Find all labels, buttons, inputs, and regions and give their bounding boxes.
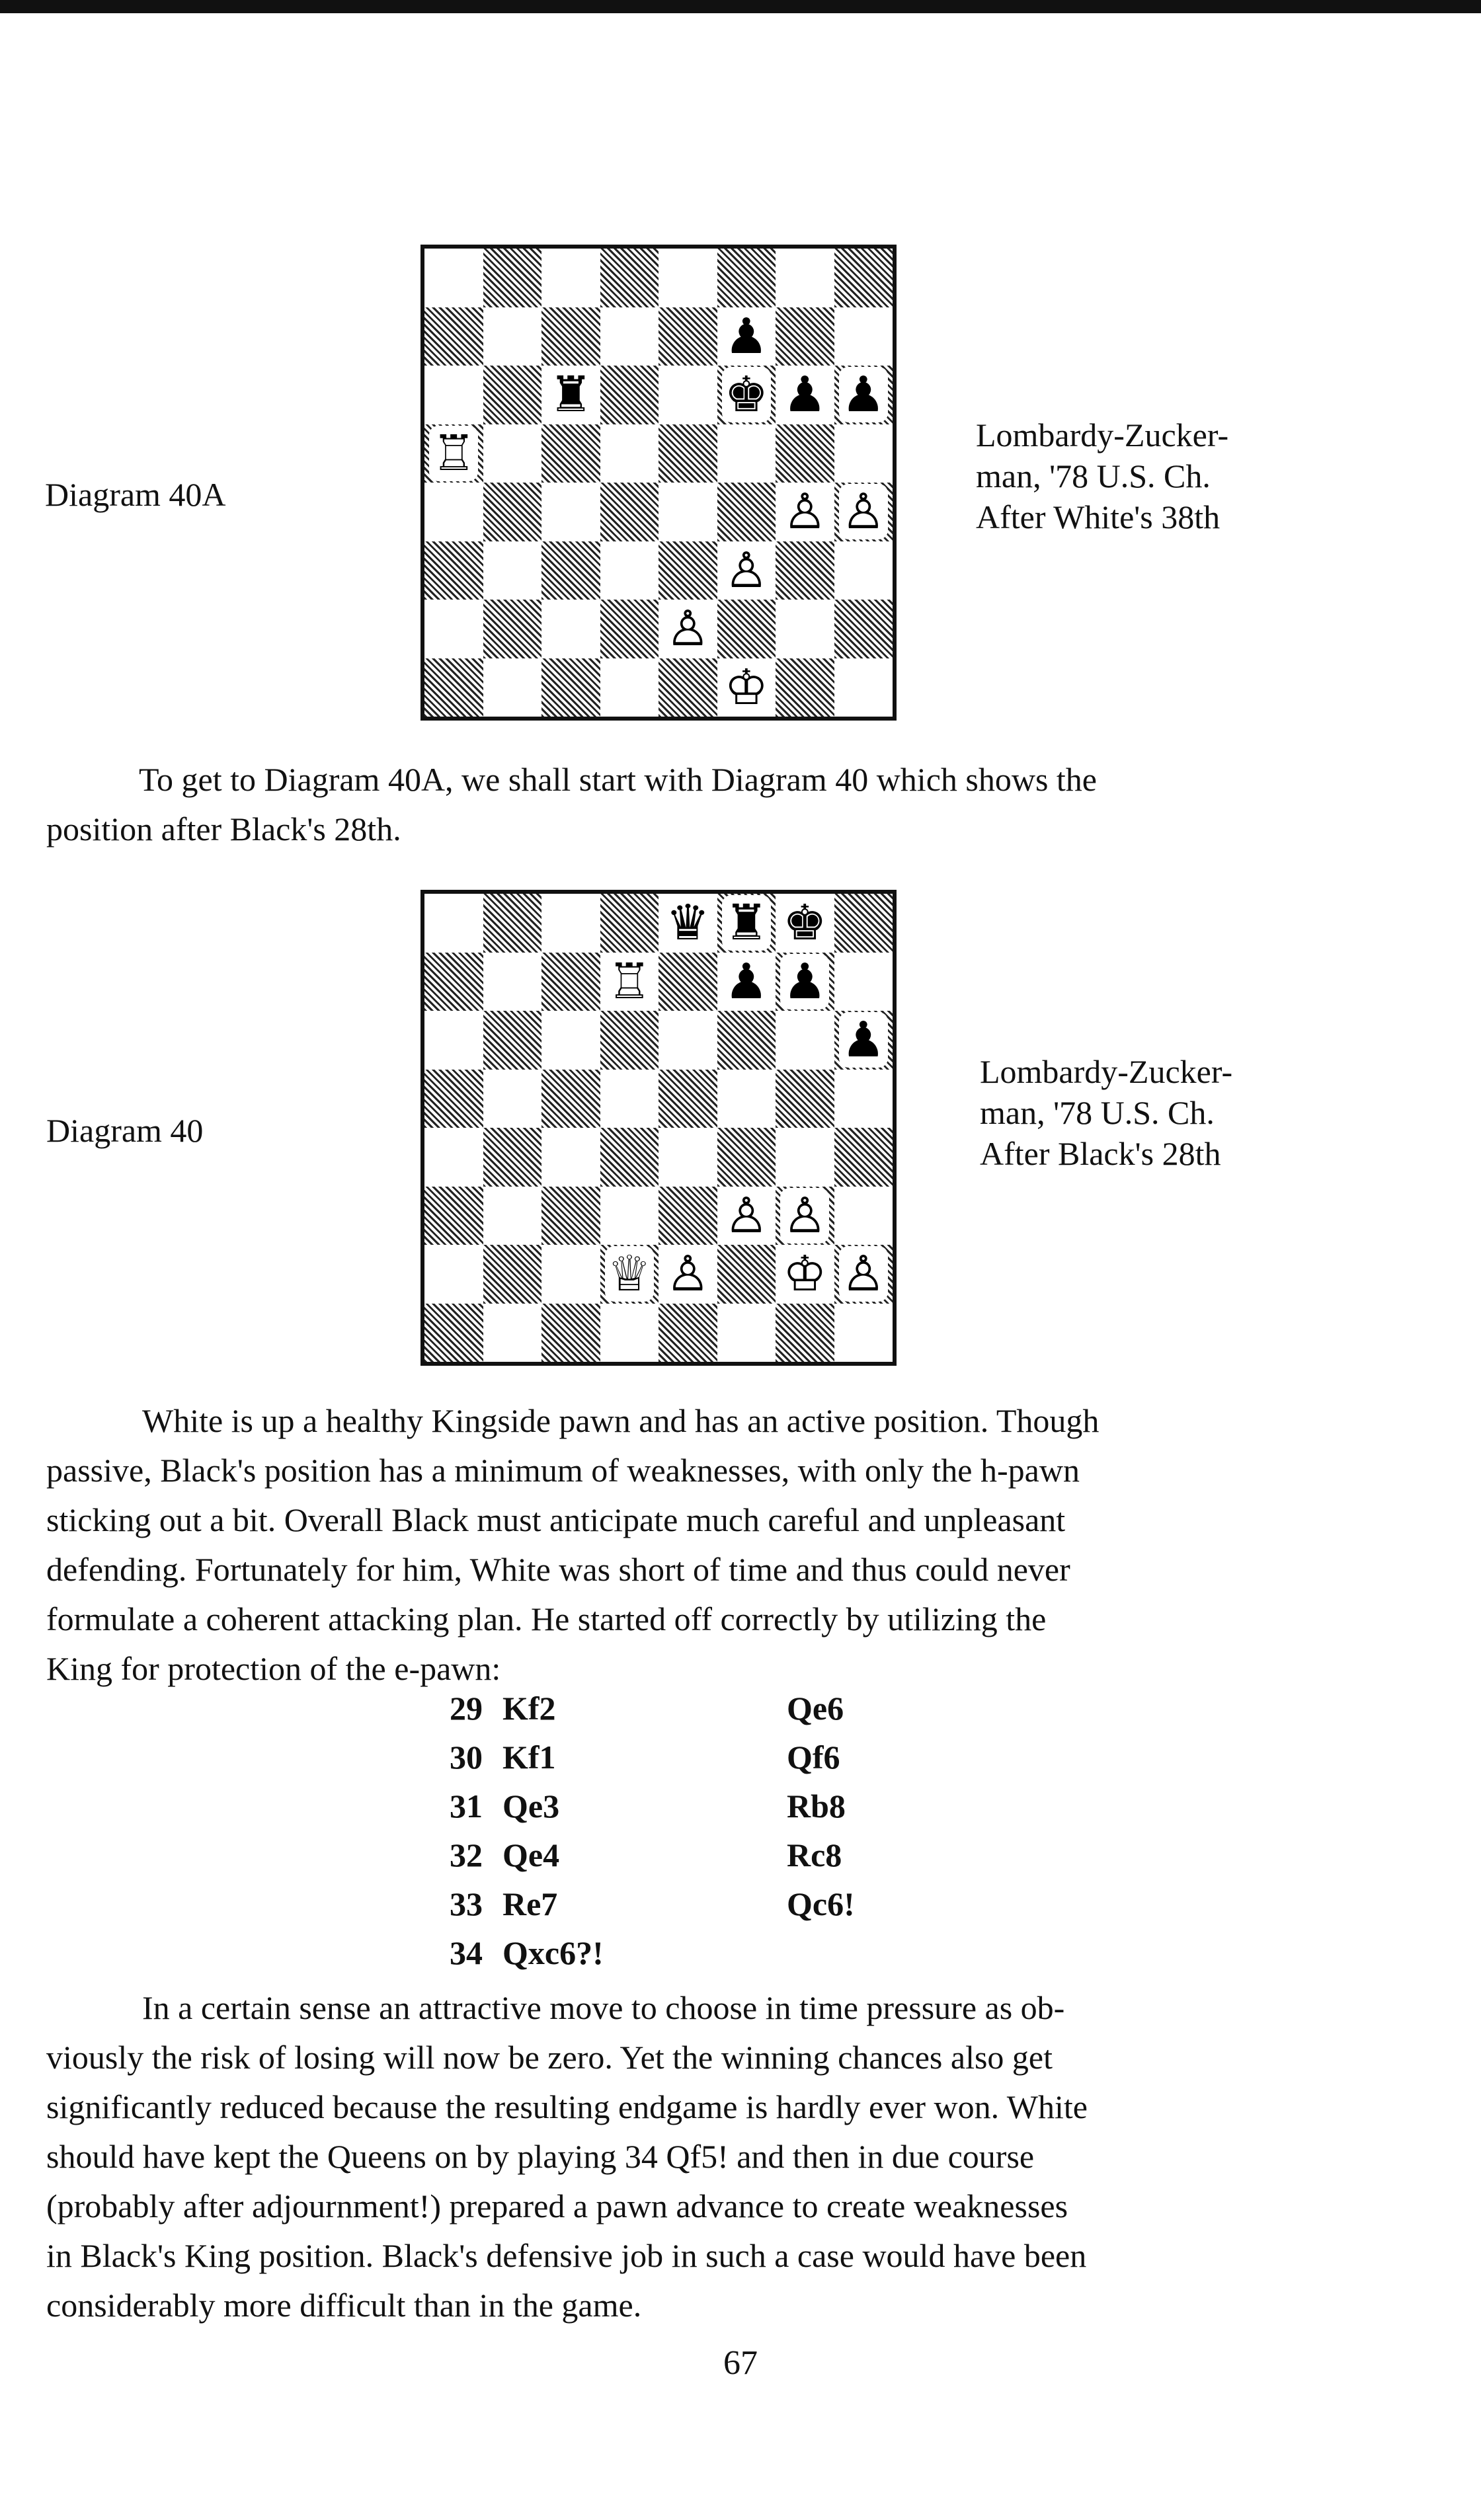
chess-piece-icon: ♜ xyxy=(549,366,593,424)
white-move: Qe4 xyxy=(502,1836,560,1873)
intro-paragraph xyxy=(46,755,1375,854)
dark-square xyxy=(717,483,776,541)
text-line: position after Black's 28th. xyxy=(46,810,401,847)
chess-piece-icon: ♖ xyxy=(607,953,651,1010)
text-line: defending. Fortunately for him, White was short of time and thus could never xyxy=(46,1551,1070,1588)
light-square xyxy=(600,1070,659,1128)
white-move: Kf2 xyxy=(502,1690,556,1727)
light-square xyxy=(659,483,717,541)
dark-square xyxy=(541,1070,600,1128)
light-square xyxy=(483,307,542,366)
dark-square xyxy=(717,1245,776,1304)
light-square xyxy=(483,424,542,483)
dark-square xyxy=(717,1128,776,1187)
diagram-40-label: Diagram 40 xyxy=(46,1112,204,1149)
chessboard-diagram-40 xyxy=(420,890,897,1366)
light-square xyxy=(659,366,717,424)
dark-square xyxy=(424,1070,483,1128)
light-square xyxy=(424,1011,483,1070)
caption-line: Lombardy-Zucker- xyxy=(980,1053,1233,1090)
chess-piece-icon: ♔ xyxy=(783,1245,827,1303)
light-square xyxy=(776,1011,834,1070)
move-number: 31 xyxy=(450,1788,483,1825)
chess-piece-icon: ♟ xyxy=(724,307,768,365)
black-move: Qc6! xyxy=(787,1885,855,1922)
light-square xyxy=(834,424,893,483)
dark-square xyxy=(541,658,600,717)
dark-square xyxy=(424,658,483,717)
text-line: sticking out a bit. Overall Black must anticipate much careful and unpleasant xyxy=(46,1501,1066,1538)
paragraph-analysis-1 xyxy=(46,1396,1375,1694)
chess-piece-icon: ♚ xyxy=(717,366,776,424)
chess-piece-icon: ♙ xyxy=(834,483,893,541)
paragraph-analysis-2 xyxy=(46,1983,1375,2330)
light-square xyxy=(483,1304,542,1362)
light-square xyxy=(483,953,542,1011)
chess-piece-icon: ♙ xyxy=(724,541,768,599)
move-number: 29 xyxy=(450,1690,483,1727)
dark-square xyxy=(659,953,717,1011)
light-square xyxy=(541,1011,600,1070)
dark-square xyxy=(483,1011,542,1070)
light-square xyxy=(659,249,717,307)
text-line: King for protection of the e-pawn: xyxy=(46,1650,501,1687)
dark-square xyxy=(541,1187,600,1245)
dark-square xyxy=(483,1245,542,1304)
dark-square xyxy=(659,1070,717,1128)
dark-square xyxy=(541,307,600,366)
dark-square xyxy=(424,953,483,1011)
dark-square xyxy=(659,424,717,483)
dark-square xyxy=(600,1128,659,1187)
light-square xyxy=(424,1128,483,1187)
chess-piece-icon: ♟ xyxy=(834,1011,893,1070)
light-square xyxy=(834,1187,893,1245)
dark-square xyxy=(600,600,659,658)
dark-square xyxy=(834,1128,893,1187)
diagram-40a-label: Diagram 40A xyxy=(45,476,226,513)
dark-square xyxy=(659,541,717,600)
dark-square xyxy=(659,1187,717,1245)
text-line: (probably after adjournment!) prepared a pawn advance to create weaknesses xyxy=(46,2187,1068,2225)
chess-piece-icon: ♟ xyxy=(783,366,827,424)
dark-square xyxy=(541,541,600,600)
light-square xyxy=(541,483,600,541)
white-move: Qe3 xyxy=(502,1788,560,1825)
dark-square xyxy=(776,541,834,600)
light-square xyxy=(600,1304,659,1362)
light-square xyxy=(541,1128,600,1187)
dark-square xyxy=(541,1304,600,1362)
text-line: passive, Black's position has a minimum of weaknesses, with only the h-pawn xyxy=(46,1452,1080,1489)
chessboard-diagram-40a xyxy=(420,245,897,721)
text-line: To get to Diagram 40A, we shall start with Diagram 40 which shows the xyxy=(139,761,1097,798)
black-move: Qf6 xyxy=(787,1739,840,1776)
chess-piece-icon: ♔ xyxy=(724,658,768,716)
chess-piece-icon: ♛ xyxy=(666,894,710,952)
dark-square xyxy=(717,1011,776,1070)
black-move: Rb8 xyxy=(787,1788,846,1825)
chess-piece-icon: ♟ xyxy=(834,366,893,424)
dark-square xyxy=(424,1187,483,1245)
dark-square xyxy=(600,483,659,541)
caption-line: man, '78 U.S. Ch. xyxy=(980,1094,1215,1131)
text-line: In a certain sense an attractive move to choose in time pressure as ob- xyxy=(142,1989,1065,2026)
dark-square xyxy=(776,307,834,366)
light-square xyxy=(834,307,893,366)
text-line: significantly reduced because the resulting endgame is hardly ever won. White xyxy=(46,2088,1088,2125)
dark-square xyxy=(483,483,542,541)
diagram-40-caption xyxy=(980,1051,1232,1174)
chess-piece-icon: ♕ xyxy=(600,1245,659,1304)
light-square xyxy=(483,541,542,600)
light-square xyxy=(541,894,600,953)
white-move: Re7 xyxy=(502,1885,558,1922)
light-square xyxy=(717,424,776,483)
dark-square xyxy=(776,424,834,483)
dark-square xyxy=(541,953,600,1011)
chess-piece-icon: ♙ xyxy=(724,1187,768,1244)
dark-square xyxy=(834,894,893,953)
dark-square xyxy=(776,1304,834,1362)
chess-piece-icon: ♖ xyxy=(424,424,483,483)
dark-square xyxy=(834,600,893,658)
light-square xyxy=(424,249,483,307)
move-number: 32 xyxy=(450,1836,483,1873)
light-square xyxy=(600,1187,659,1245)
light-square xyxy=(424,600,483,658)
move-number: 34 xyxy=(450,1934,483,1971)
light-square xyxy=(600,658,659,717)
chess-piece-icon: ♙ xyxy=(666,1245,710,1303)
dark-square xyxy=(424,307,483,366)
light-square xyxy=(424,894,483,953)
light-square xyxy=(600,307,659,366)
dark-square xyxy=(483,1128,542,1187)
light-square xyxy=(424,1245,483,1304)
light-square xyxy=(834,541,893,600)
caption-line: man, '78 U.S. Ch. xyxy=(976,457,1211,494)
dark-square xyxy=(776,1070,834,1128)
light-square xyxy=(424,366,483,424)
dark-square xyxy=(717,249,776,307)
page-number: 67 xyxy=(723,2344,758,2382)
white-move: Kf1 xyxy=(502,1739,556,1776)
dark-square xyxy=(659,658,717,717)
dark-square xyxy=(424,1304,483,1362)
text-line: viously the risk of losing will now be zero. Yet the winning chances also get xyxy=(46,2039,1053,2076)
caption-line: After White's 38th xyxy=(976,498,1221,535)
dark-square xyxy=(776,658,834,717)
chess-piece-icon: ♙ xyxy=(834,1245,893,1304)
light-square xyxy=(483,658,542,717)
light-square xyxy=(541,249,600,307)
light-square xyxy=(483,1070,542,1128)
move-number: 33 xyxy=(450,1885,483,1922)
caption-line: After Black's 28th xyxy=(980,1135,1221,1172)
light-square xyxy=(541,1245,600,1304)
dark-square xyxy=(659,1304,717,1362)
chess-piece-icon: ♜ xyxy=(717,894,776,953)
dark-square xyxy=(600,249,659,307)
dark-square xyxy=(541,424,600,483)
diagram-40a-caption xyxy=(976,414,1228,537)
dark-square xyxy=(483,600,542,658)
chess-piece-icon: ♚ xyxy=(783,894,827,952)
light-square xyxy=(834,1304,893,1362)
dark-square xyxy=(483,894,542,953)
text-line: should have kept the Queens on by playing 34 Qf5! and then in due course xyxy=(46,2138,1035,2175)
dark-square xyxy=(600,366,659,424)
light-square xyxy=(776,600,834,658)
text-line: considerably more difficult than in the game. xyxy=(46,2287,642,2324)
light-square xyxy=(717,1070,776,1128)
black-move: Qe6 xyxy=(787,1690,844,1727)
chess-piece-icon: ♙ xyxy=(783,483,827,541)
text-line: formulate a coherent attacking plan. He started off correctly by utilizing the xyxy=(46,1600,1047,1637)
light-square xyxy=(834,1070,893,1128)
dark-square xyxy=(659,307,717,366)
light-square xyxy=(541,600,600,658)
dark-square xyxy=(600,1011,659,1070)
chess-piece-icon: ♟ xyxy=(776,953,834,1011)
dark-square xyxy=(717,600,776,658)
light-square xyxy=(483,1187,542,1245)
light-square xyxy=(776,1128,834,1187)
light-square xyxy=(424,483,483,541)
dark-square xyxy=(834,249,893,307)
chess-piece-icon: ♟ xyxy=(724,953,768,1010)
light-square xyxy=(834,953,893,1011)
chess-piece-icon: ♙ xyxy=(666,600,710,658)
chess-piece-icon: ♙ xyxy=(776,1187,834,1245)
caption-line: Lombardy-Zucker- xyxy=(976,416,1229,453)
dark-square xyxy=(600,894,659,953)
page-top-edge xyxy=(0,0,1481,13)
white-move: Qxc6?! xyxy=(502,1934,604,1971)
light-square xyxy=(776,249,834,307)
dark-square xyxy=(483,249,542,307)
light-square xyxy=(659,1011,717,1070)
move-number: 30 xyxy=(450,1739,483,1776)
light-square xyxy=(600,424,659,483)
text-line: in Black's King position. Black's defensive job in such a case would have been xyxy=(46,2237,1087,2274)
black-move: Rc8 xyxy=(787,1836,842,1873)
light-square xyxy=(717,1304,776,1362)
dark-square xyxy=(424,541,483,600)
light-square xyxy=(659,1128,717,1187)
text-line: White is up a healthy Kingside pawn and has an active position. Though xyxy=(142,1402,1100,1439)
light-square xyxy=(600,541,659,600)
dark-square xyxy=(483,366,542,424)
light-square xyxy=(834,658,893,717)
